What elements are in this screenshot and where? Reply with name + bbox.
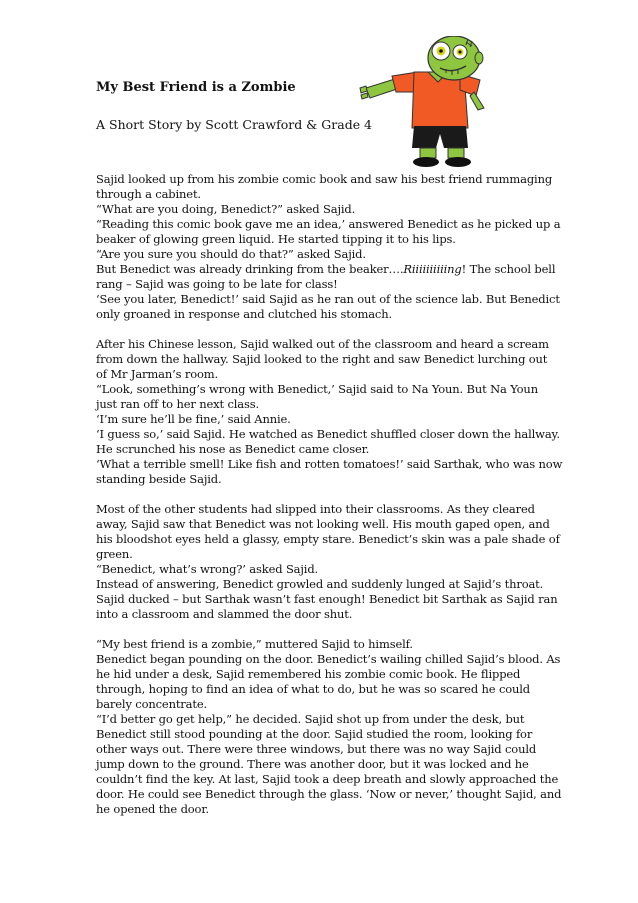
- story-line: ‘What a terrible smell! Like fish and rotten tomatoes!’ said Sarthak, who was now: [96, 457, 563, 471]
- story-line: other ways out. There were three windows, but there was no way Sajid could: [96, 742, 537, 756]
- story-line: green.: [96, 547, 133, 561]
- story-line: he hid under a desk, Sajid remembered his zombie comic book. He flipped: [96, 667, 521, 681]
- story-line: just ran off to her next class.: [96, 397, 259, 411]
- story-line: Sajid looked up from his zombie comic book and saw his best friend rummaging: [96, 172, 553, 186]
- story-line: [96, 262, 556, 277]
- story-line: Most of the other students had slipped into their classrooms. As they cleared: [96, 502, 535, 516]
- story-paragraph-2: [96, 337, 563, 487]
- story-line: “Look, something’s wrong with Benedict,’ Sajid said to Na Youn. But Na Youn: [96, 382, 538, 396]
- story-line: After his Chinese lesson, Sajid walked out of the classroom and heard a scream: [96, 337, 549, 351]
- story-line: Benedict began pounding on the door. Benedict’s wailing chilled Sajid’s blood. As: [96, 652, 561, 666]
- story-line: “What are you doing, Benedict?” asked Sajid.: [96, 202, 356, 216]
- document-subtitle: A Short Story by Scott Crawford & Grade 4: [96, 117, 373, 132]
- story-line: only groaned in response and clutched his stomach.: [96, 307, 392, 321]
- document-title: My Best Friend is a Zombie: [96, 80, 296, 95]
- story-line: ‘See you later, Benedict!’ said Sajid as he ran out of the science lab. But Benedict: [96, 292, 560, 306]
- story-line: of Mr Jarman’s room.: [96, 367, 219, 381]
- story-paragraph-3: [96, 502, 560, 622]
- story-line: ‘I guess so,’ said Sajid. He watched as Benedict shuffled closer down the hallway.: [96, 427, 560, 441]
- story-line: through a cabinet.: [96, 187, 201, 201]
- story-paragraph-4: [96, 637, 562, 817]
- story-line: into a classroom and slammed the door shut.: [96, 607, 353, 621]
- story-line: “Are you sure you should do that?” asked Sajid.: [96, 247, 366, 261]
- story-line: he opened the door.: [96, 802, 209, 816]
- story-line: beaker of glowing green liquid. He started tipping it to his lips.: [96, 232, 456, 246]
- story-line: couldn’t find the key. At last, Sajid took a deep breath and slowly approached the: [96, 772, 559, 786]
- story-emphasis: Riiiiiiiiiing: [403, 262, 462, 276]
- story-line: “Benedict, what’s wrong?’ asked Sajid.: [96, 562, 319, 576]
- story-line: through, hoping to find an idea of what to do, but he was so scared he could: [96, 682, 531, 696]
- story-line: He scrunched his nose as Benedict came closer.: [96, 442, 370, 456]
- story-line: door. He could see Benedict through the glass. ‘Now or never,’ thought Sajid, and: [96, 787, 562, 801]
- story-line: ‘I’m sure he’ll be fine,’ said Annie.: [96, 412, 291, 426]
- story-line: away, Sajid saw that Benedict was not looking well. His mouth gaped open, and: [96, 517, 550, 531]
- story-line: Benedict still stood pounding at the door. Sajid studied the room, looking for: [96, 727, 533, 741]
- story-body: [96, 172, 563, 832]
- story-line: standing beside Sajid.: [96, 472, 222, 486]
- story-line: “My best friend is a zombie,” muttered Sajid to himself.: [96, 637, 413, 651]
- story-line: “I’d better go get help,” he decided. Sajid shot up from under the desk, but: [96, 712, 525, 726]
- story-line: his bloodshot eyes held a glassy, empty stare. Benedict’s skin was a pale shade of: [96, 532, 560, 546]
- story-line: jump down to the ground. There was another door, but it was locked and he: [96, 757, 529, 771]
- story-text: ! The school bell: [461, 262, 556, 276]
- story-line: from down the hallway. Sajid looked to the right and saw Benedict lurching out: [96, 352, 548, 366]
- story-line: rang – Sajid was going to be late for class!: [96, 277, 338, 291]
- story-text: But Benedict was already drinking from the beaker….: [96, 262, 404, 276]
- story-paragraph-1: [96, 172, 561, 322]
- story-line: Sajid ducked – but Sarthak wasn’t fast enough! Benedict bit Sarthak as Sajid ran: [96, 592, 558, 606]
- zombie-icon: [356, 36, 506, 168]
- story-line: Instead of answering, Benedict growled and suddenly lunged at Sajid’s throat.: [96, 577, 544, 591]
- story-line: “Reading this comic book gave me an idea,’ answered Benedict as he picked up a: [96, 217, 561, 231]
- story-line: barely concentrate.: [96, 697, 207, 711]
